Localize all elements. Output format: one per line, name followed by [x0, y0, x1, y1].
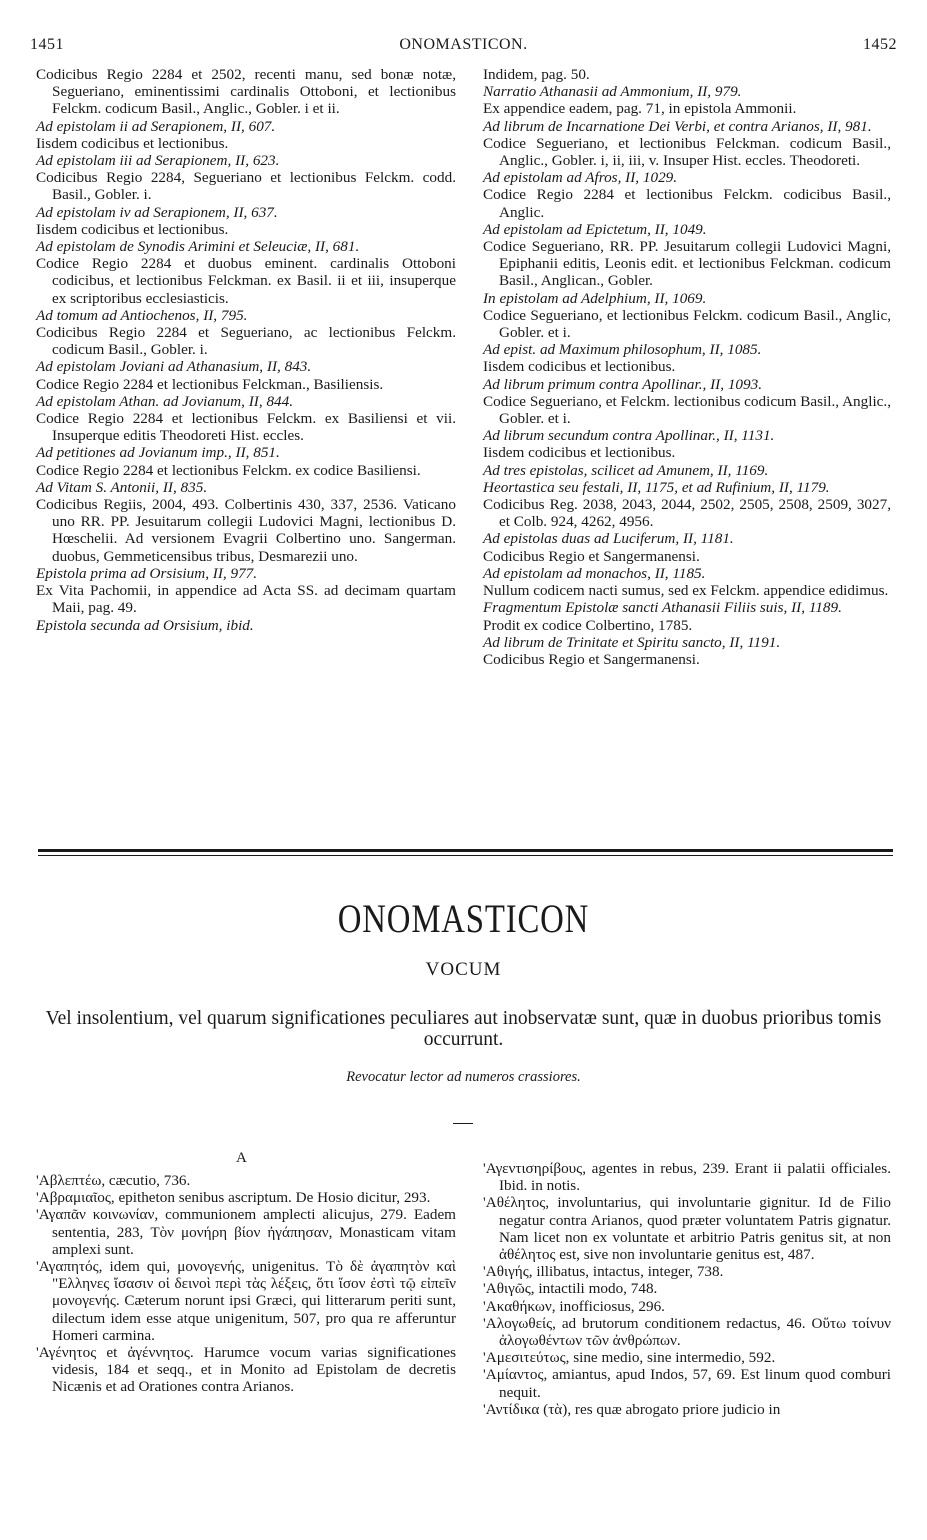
index-entry: 'Αγένητος et ἀγέννητος. Harumce vocum varias significationes videsis, 184 et seqq., et in Monito ad Epistolam de decretis Nicænis et ad Orationes contra Arianos.: [36, 1344, 456, 1396]
index-entry: Ad tres epistolas, scilicet ad Amunem, II, 1169.: [483, 461, 769, 479]
page-number-right: 1452: [863, 36, 897, 53]
index-entry: 'Αβραμιαῖος, epitheton senibus ascriptum. De Hosio dicitur, 293.: [36, 1189, 431, 1207]
index-entry: Ex appendice eadem, pag. 71, in epistola Ammonii.: [483, 100, 797, 118]
index-entry: Codicibus Regio 2284 et 2502, recenti manu, sed bonæ notæ, Segueriano, eminentissimi cardinalis Ottoboni, et lectionibus Felckm. codicum Basil., Anglic., Gobler. i et ii.: [36, 66, 456, 118]
index-entry: Ad librum de Incarnatione Dei Verbi, et contra Arianos, II, 981.: [483, 117, 872, 135]
index-entry: Ad epist. ad Maximum philosophum, II, 1085.: [483, 341, 762, 359]
index-entry: Ad Vitam S. Antonii, II, 835.: [36, 478, 208, 496]
index-entry: Codicibus Regio 2284, Segueriano et lectionibus Felckm. codd. Basil., Gobler. i.: [36, 169, 456, 204]
index-entry: Narratio Athanasii ad Ammonium, II, 979.: [483, 83, 742, 101]
index-entry: Ad epistolam Joviani ad Athanasium, II, 843.: [36, 358, 312, 376]
index-entry: Ad librum secundum contra Apollinar., II, 1131.: [483, 427, 775, 445]
letter-heading: A: [236, 1150, 247, 1166]
index-entry: 'Ακαθήκων, inofficiosus, 296.: [483, 1297, 665, 1315]
index-entry: 'Αλογωθείς, ad brutorum conditionem redactus, 46. Οὕτω τοίνυν ἀλογωθέντων τῶν ἀνθρώπων.: [483, 1314, 891, 1350]
index-entry: 'Αμίαντος, amiantus, apud Indos, 57, 69. Est linum quod comburi nequit.: [483, 1366, 891, 1401]
index-entry: Ad epistolam iii ad Serapionem, II, 623.: [36, 152, 280, 170]
index-entry: Ad epistolam iv ad Serapionem, II, 637.: [36, 203, 278, 221]
bottom-right-column: [483, 1160, 891, 1418]
index-entry: Codice Regio 2284 et lectionibus Felckman., Basiliensis.: [36, 375, 384, 393]
index-entry: Ad epistolas duas ad Luciferum, II, 1181.: [483, 530, 734, 548]
index-entry: Ad epistolam ad Epictetum, II, 1049.: [483, 220, 707, 238]
section-subtitle: VOCUM: [425, 959, 502, 980]
index-entry: Codicibus Regiis, 2004, 493. Colbertinis 430, 337, 2536. Vaticano uno RR. PP. Jesuitarum collegii Ludovici Magni, lectionibus D. Hœschelii. Ad versionem Evagrii Colbertino uno. Sangerman. duobus, Gemmeticensibus tribus, Desmarezii uno.: [36, 496, 456, 565]
reader-note: Revocatur lector ad numeros crassiores.: [346, 1069, 581, 1085]
index-entry: Codice Regio 2284 et lectionibus Felckm. ex codice Basiliensi.: [36, 461, 421, 479]
index-entry: Codice Segueriano, et Felckm. lectionibus codicum Basil., Anglic., Gobler. et i.: [483, 392, 891, 428]
top-right-column: [483, 66, 891, 668]
index-entry: Ad epistolam Athan. ad Jovianum, II, 844.: [36, 392, 294, 410]
index-entry: Iisdem codicibus et lectionibus.: [483, 358, 676, 376]
index-entry: Codicibus Reg. 2038, 2043, 2044, 2502, 2505, 2508, 2509, 3027, et Colb. 924, 4262, 4956.: [483, 496, 891, 531]
index-entry: Nullum codicem nacti sumus, sed ex Felckm. appendice edidimus.: [483, 582, 889, 600]
index-entry: Ad epistolam ad Afros, II, 1029.: [483, 169, 678, 187]
index-entry: Codice Segueriano, et lectionibus Felckman. codicum Basil., Anglic., Gobler. i, ii, iii, v. Insuper Hist. eccles. Theodoreti.: [483, 134, 891, 170]
index-entry: Codice Segueriano, RR. PP. Jesuitarum collegii Ludovici Magni, Epiphanii editis, Leonis edit. et lectionibus Felckman. codicum Basil., Anglican., Gobler.: [483, 238, 891, 290]
index-entry: Ad epistolam ii ad Serapionem, II, 607.: [36, 117, 276, 135]
index-entry: Codice Regio 2284 et duobus eminent. cardinalis Ottoboni codicibus, et lectionibus Felckman. ex Basil. ii et iii, insuperque ex scriptoribus ecclesiasticis.: [36, 255, 456, 307]
index-entry: 'Αγεντισηρίβους, agentes in rebus, 239. Erant ii palatii officiales. Ibid. in notis.: [483, 1160, 891, 1195]
index-entry: 'Αθέλητος, involuntarius, qui involuntarie gignitur. Id de Filio negatur contra Arianos, quod præter voluntatem Patris gignatur. Nam licet non ex voluntate et arbitrio Patris genitus sit, at non ἀθέλητος est, sive non involuntarie genitus est, 487.: [483, 1194, 891, 1264]
index-entry: 'Αμεσιτεύτως, sine medio, sine intermedio, 592.: [483, 1349, 776, 1367]
section-divider-thick: [38, 849, 893, 852]
short-dash-divider: [453, 1123, 473, 1124]
index-entry: Ad petitiones ad Jovianum imp., II, 851.: [36, 444, 280, 462]
index-entry: Ad librum primum contra Apollinar., II, 1093.: [483, 375, 763, 393]
section-divider-thin: [38, 855, 893, 856]
index-entry: 'Αγαπητός, idem qui, μονογενής, unigenitus. Τὸ δὲ ἀγαπητὸν καὶ "Ελληνες ἴσασιν οἱ δεινοὶ περὶ τὰς λέξεις, ὅτι ἴσον ἐστὶ τῷ εἰπεῖν μονογενής. Cæterum norunt ipsi Græci, qui litterarum periti sunt, dilectum idem esse atque unigenitum, 507, pro qua re afferuntur Homeri carmina.: [36, 1258, 456, 1344]
page-number-left: 1451: [30, 36, 64, 53]
index-entry: Ad tomum ad Antiochenos, II, 795.: [36, 306, 248, 324]
running-header: [30, 36, 897, 58]
index-entry: Epistola secunda ad Orsisium, ibid.: [36, 616, 254, 634]
top-left-column: [36, 66, 456, 634]
index-entry: Iisdem codicibus et lectionibus.: [483, 444, 676, 462]
index-entry: Indidem, pag. 50.: [483, 66, 590, 83]
bottom-left-column: [36, 1172, 456, 1396]
index-entry: 'Αγαπᾶν κοινωνίαν, communionem amplecti alicujus, 279. Eadem sententia, 283, Τὸν μονήρη βίον ἠγάπησαν, Monasticam vitam amplexi sunt.: [36, 1206, 456, 1258]
index-entry: 'Αθιγῶς, intactili modo, 748.: [483, 1280, 658, 1298]
index-entry: Ad epistolam de Synodis Arimini et Seleuciæ, II, 681.: [36, 238, 360, 256]
running-title: ONOMASTICON.: [399, 36, 528, 53]
index-entry: In epistolam ad Adelphium, II, 1069.: [483, 289, 707, 307]
section-title: ONOMASTICON: [337, 896, 590, 941]
index-entry: Iisdem codicibus et lectionibus.: [36, 134, 229, 152]
index-entry: 'Αβλεπτέω, cæcutio, 736.: [36, 1172, 191, 1189]
index-entry: Ad epistolam ad monachos, II, 1185.: [483, 564, 706, 582]
index-entry: Codice Regio 2284 et lectionibus Felckm. codicibus Basil., Anglic.: [483, 186, 891, 221]
index-entry: Ad librum de Trinitate et Spiritu sancto, II, 1191.: [483, 633, 781, 651]
index-entry: Prodit ex codice Colbertino, 1785.: [483, 616, 693, 634]
index-entry: 'Αντίδικα (τὰ), res quæ abrogato priore judicio in: [483, 1400, 781, 1418]
index-entry: Codicibus Regio 2284 et Segueriano, ac lectionibus Felckm. codicum Basil., Gobler. i.: [36, 324, 456, 359]
index-entry: Fragmentum Epistolæ sancti Athanasii Filiis suis, II, 1189.: [483, 599, 842, 617]
index-entry: Heortastica seu festali, II, 1175, et ad Rufinium, II, 1179.: [483, 478, 830, 496]
index-entry: Ex Vita Pachomii, in appendice ad Acta SS. ad decimam quartam Maii, pag. 49.: [36, 582, 456, 617]
section-description: Vel insolentium, vel quarum significationes peculiares aut inobservatæ sunt, quæ in duobus prioribus tomis occurrunt.: [45, 1008, 882, 1050]
index-entry: Epistola prima ad Orsisium, II, 977.: [36, 564, 258, 582]
index-entry: Codice Regio 2284 et lectionibus Felckm. ex Basiliensi et vii. Insuperque editis Theodoreti Hist. eccles.: [36, 410, 456, 445]
index-entry: 'Αθιγής, illibatus, intactus, integer, 738.: [483, 1263, 724, 1281]
index-entry: Codice Segueriano, et lectionibus Felckm. codicum Basil., Anglic, Gobler. et i.: [483, 306, 891, 342]
index-entry: Codicibus Regio et Sangermanensi.: [483, 547, 700, 565]
index-entry: Codicibus Regio et Sangermanensi.: [483, 650, 700, 668]
index-entry: Iisdem codicibus et lectionibus.: [36, 220, 229, 238]
